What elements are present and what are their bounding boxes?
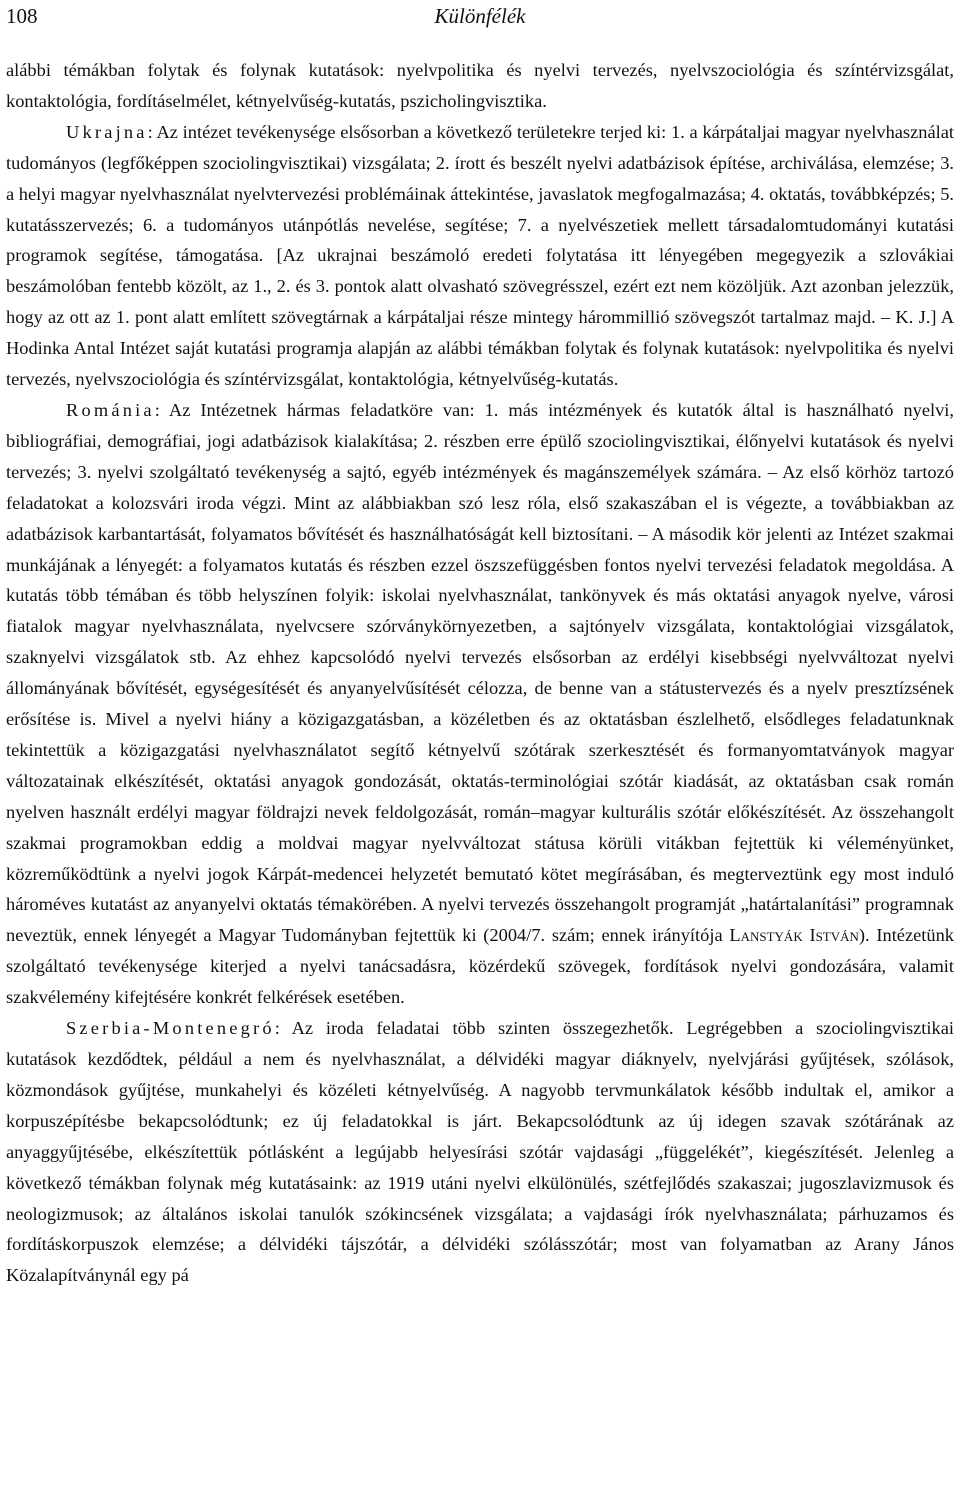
- paragraph-research-topics: [6, 55, 954, 117]
- document-page: [6, 0, 954, 1504]
- page-number: 108: [6, 4, 38, 28]
- paragraph-text: alábbi témákban folytak és folynak kutatások: nyelvpolitika és nyelvi tervezés, nyelvszociológia és színtérvizsgálat, kontaktológia, fordításelmélet, kétnyelvűség-kutatás, pszicholingvisztika.: [6, 60, 954, 111]
- paragraph-serbia-montenegro: [6, 1013, 954, 1291]
- paragraph-text: : Az iroda feladatai több szinten összegezhetők. Legrégebben a szociolingvisztikai kutatások kezdődtek, például a nem és nyelvhasználat, a délvidéki magyar diáknyelv, nyelvjárási gyűjtések, szólások, közmondások gyűjtése, munkahelyi és közéleti kétnyelvűség. A nagyobb tervmunkálatok később indultak el, amikor a korpuszépítésbe bekapcsolódtunk; ez új feladatokkal is járt. Bekapcsolódtunk az új idegen szavak szótárának az anyaggyűjtésébe, elkészítettük pótlásként a legújabb helyesírási szótár vajdasági „függelékét”, kiegészítését. Jelenleg a következő témákban folynak még kutatásaink: az 1919 utáni nyelvi elkülönülés, szétfejlődés szakaszai; jugoszlavizmusok és neologizmusok; az általános iskolai tanulók szókincsének vizsgálata; a vajdasági írók nyelvhasználata; párhuzamos és fordításkorpuszok elemzése; a délvidéki tájszótár, a délvidéki szólásszótár; most van folyamatban az Arany János Közalapítványnál egy pá: [6, 1018, 954, 1286]
- paragraph-ukraine: [6, 117, 954, 395]
- paragraph-text: : Az Intézetnek hármas feladatköre van: 1. más intézmények és kutatók által is használható nyelvi, bibliográfiai, demográfiai, jogi adatbázisok kialakítása; 2. részben erre épülő szociolingvisztikai, élőnyelvi kutatások és nyelvi tervezés; 3. nyelvi szolgáltató tevékenység a sajtó, egyéb intézmények és magánszemélyek számára. – Az első körhöz tartozó feladatokat a kolozsvári iroda végzi. Mint az alábbiakban szó lesz róla, első szakaszában el is végezte, a továbbiakban az adatbázisok karbantartását, folyamatos bővítését és használhatóságát kell biztosítani. – A második kör jelenti az Intézet szakmai munkájának a lényegét: a folyamatos kutatás és részben ezzel öszszefüggésben fontos nyelvi tervezési feladatok megoldása. A kutatás több témában és több helyszínen folyik: iskolai nyelvhasználat, tankönyvek és más oktatási anyagok nyelve, városi fiatalok magyar nyelvhasználata, nyelvcsere szórványkörnyezetben, a sajtónyelv vizsgálata, kontaktológiai vizsgálatok, szaknyelvi vizsgálatok stb. Az ehhez kapcsolódó nyelvi tervezés elsősorban az erdélyi kisebbségi nyelvváltozat nyelvi állományának bővítését, egységesítését és anyanyelvűsítését célozza, de benne van a státustervezés és a nyelv presztízsének erősítése is. Mivel a nyelvi hiány a közigazgatásban, a közéletben és az oktatásban észlelhető, elsődleges feladatunknak tekintettük a közigazgatási nyelvhasználatot segítő kétnyelvű szótárak szerkesztését és formanyomtatványok magyar változatainak elkészítését, oktatási anyagok gondozását, oktatás-terminológiai szótár kiadását, az oktatásban csak román nyelven használt erdélyi magyar földrajzi nevek feldolgozását, román–magyar kulturális szótár előkészítését. Az összehangolt szakmai programokban eddig a moldvai magyar nyelvváltozat státusa körüli vitákban fejtettük ki véleményünket, közreműködtünk a nyelvi jogok Kárpát-medencei helyzetét bemutató kötet megírásában, és megterveztünk egy most induló hároméves kutatást az anyanyelvi oktatás témakörében. A nyelvi tervezés összehangolt programját „határtalanítási” programnak neveztük, ennek lényegét a Magyar Tudományban fejtettük ki (2004/7. szám; ennek irányítója: [6, 399, 954, 946]
- paragraph-text: : Az intézet tevékenysége elsősorban a következő területekre terjed ki: 1. a kárpátaljai magyar nyelvhasználat tudományos (legfőképpen szociolingvisztikai) vizsgálata; 2. írott és beszélt nyelvi adatbázisok építése, archiválása, elemzése; 3. a helyi magyar nyelvhasználat nyelvtervezési problémáinak áttekintése, javaslatok megfogalmazása; 4. oktatás, továbbképzés; 5. kutatásszervezés; 6. a tudományos utánpótlás nevelése, segítése; 7. a nyelvészetiek mellett társadalomtudományi kutatási programok segítése, támogatása. [Az ukrajnai beszámoló eredeti folytatása itt lényegében megegyezik a szlovákiai beszámolóban fentebb közölt, az 1., 2. és 3. pontok alatt olvasható szövegrésszel, ezért ezt nem közöljük. Azt azonban jelezzük, hogy az ott az 1. pont alatt említett szövegtárnak a kárpátaljai része mintegy hárommillió szövegszót tartalmaz majd. – K. J.] A Hodinka Antal Intézet saját kutatási programja alapján az alábbi témákban folytak és folynak kutatások: nyelvpolitika és nyelvi tervezés, nyelvszociológia és színtérvizsgálat, kontaktológia, kétnyelvűség-kutatás.: [6, 121, 954, 390]
- director-name: Lanstyák István: [729, 925, 859, 946]
- paragraph-romania: [6, 395, 954, 1013]
- country-heading-romania: Románia: [66, 399, 155, 420]
- running-head: Különfélék: [434, 4, 526, 28]
- country-heading-serbia-montenegro: Szerbia-Montenegró: [66, 1018, 275, 1039]
- body-text: [6, 55, 954, 1291]
- paragraph-text: ). Intézetünk szolgáltató tevékenysége kiterjed a nyelvi tanácsadásra, közérdekű szövegek, fordítások nyelvi gondozására, valamit szakvélemény kifejtésére konkrét felkérések esetében.: [6, 925, 954, 1008]
- country-heading-ukraine: Ukrajna: [66, 121, 148, 142]
- page-header: [6, 3, 954, 37]
